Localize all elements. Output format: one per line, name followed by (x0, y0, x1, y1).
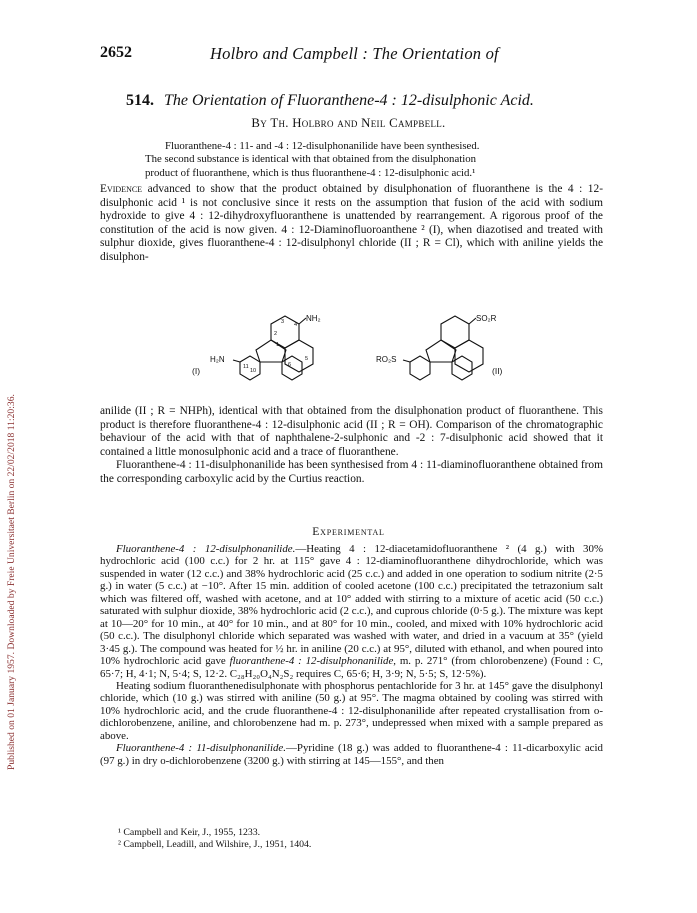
struct2-ro2s-label: RO₂S (376, 355, 397, 364)
abstract-line: The second substance is identical with that obtained from the disulphonation (145, 153, 477, 166)
experimental-text: , m. p. 271° (from chlorobenzene) (Found : C, 65·7; H, 4·1; N, 5·4; S, 12·2. C₂₈H₂₀O₄N₂S₂ requires C, 65·6; H, 3·9; N, 5·5; S, 12·5%). (100, 655, 603, 680)
experimental-paragraph (100, 742, 603, 767)
struct2-label: (II) (492, 366, 503, 376)
intro-lead-word: Evidence (100, 183, 143, 195)
abstract (145, 140, 555, 180)
struct1-num: 4 (294, 322, 298, 328)
struct1-nh2-label: NH₂ (306, 314, 321, 323)
experimental-text: —Heating 4 : 12-diacetamidofluoranthene ² (4 g.) with 30% hydrochloric acid (100 c.c.) for 2 hr. at 115° gave 4 : 12-diaminofluoranthene dihydrochloride, which was suspended in water (12 c.c.) and 38% hydrochloric acid (25 c.c.) and added in one operation to sodium nitrite (2·5 g.) in water (5 c.c.) at −10°. After 15 min. addition of cooled acetone (100 c.c.) precipitated the tetrazonium salt which was filtered off, washed with acetone, and at 10° added with stirring to a mixture of acetic acid (50 c.c.) saturated with sulphur dioxide, 38% hydrochloric acid (2 c.c.), and cuprous chloride (0·5 g.). The mixture was kept at 10—20° for 10 min., at 40° for 10 min., and at 80° for 10 min., cooled, and mixed with 10% hydrochloric acid (50 c.c.). The disulphonyl chloride which separated was washed with water, and dried in a vacuum at 35° (yield 3·45 g.). The compound was heated for ½ hr. in aniline (20 c.c.) at 95°, diluted with ethanol, and when poured into 10% hydrochloric acid gave (100, 543, 604, 668)
experimental-section (100, 543, 603, 767)
footnote: ¹ Campbell and Keir, J., 1955, 1233. (118, 827, 261, 838)
compound-name: fluoranthene-4 : 12-disulphonanilide (229, 655, 394, 668)
struct1-ring-five (256, 340, 286, 362)
experimental-subhead: Fluoranthene-4 : 12-disulphonanilide. (116, 543, 296, 555)
struct1-num: 11 (243, 364, 249, 370)
intro-paragraph (100, 183, 603, 264)
discussion-paragraph: anilide (II ; R = NHPh), identical with that obtained from the disulphonation product of fluoranthene. This product is therefore fluoranthene-4 : 12-disulphonic acid (II ; R = OH). Comparison of the chromatographic behaviour of the acid with that of naphthalene-2-sulphonic and -2 : 7-disulphonic acid showed that it contained a little monosulphonic acid and a trace of fluoranthene. (100, 405, 603, 458)
struct2-ring-left (410, 356, 430, 380)
download-watermark-text: Published on 01 January 1957. Downloaded by Freie Universitaet Berlin on 22/02/2018 11:20:36. (6, 394, 17, 770)
discussion-paragraphs (100, 405, 603, 486)
structures-svg (188, 310, 528, 395)
struct2-ring-mid (455, 340, 483, 372)
struct1-label: (I) (192, 366, 201, 376)
abstract-line: Fluoranthene-4 : 11- and -4 : 12-disulphonanilide have been synthesised. (165, 140, 480, 152)
article-title (126, 92, 626, 110)
article-authors: By Th. Holbro and Neil Campbell. (251, 116, 446, 130)
experimental-heading: Experimental (312, 525, 385, 538)
experimental-paragraph: Heating sodium fluoranthenedisulphonate with phosphorus pentachloride for 3 hr. at 145° gave the disulphonyl chloride, which (10 g.) was stirred with aniline (50 g.) at 95°. The magma obtained by cooling was stirred with 10% hydrochloric acid, and the crude fluoranthene-4 : 12-disulphonanilide after repeated crystallisation from o-dichlorobenzene, aniline, and chlorobenzene had m. p. 273°, undepressed when mixed with a sample prepared as above. (100, 679, 603, 742)
struct1-num: 3 (281, 319, 285, 325)
struct1-h2n-label: H₂N (210, 355, 225, 364)
struct1-num: 6 (288, 362, 292, 368)
footnote: ² Campbell, Leadill, and Wilshire, J., 1951, 1404. (118, 838, 312, 850)
discussion-paragraph: Fluoranthene-4 : 11-disulphonanilide has been synthesised from 4 : 11-diaminofluoranthene obtained from the corresponding carboxylic acid by the Curtius reaction. (100, 459, 603, 485)
struct1-num: 5 (305, 356, 309, 362)
article-title-text: The Orientation of Fluoranthene-4 : 12-disulphonic Acid. (164, 92, 534, 109)
article-number: 514. (126, 92, 154, 109)
struct1-num: 1 (276, 342, 280, 348)
experimental-text: —Pyridine (18 g.) was added to fluoranthene-4 : 11-dicarboxylic acid (97 g.) in dry o-dichlorobenzene (3200 g.) with stirring at 145—155°, and then (100, 742, 603, 767)
abstract-line: product of fluoranthene, which is thus fluoranthene-4 : 12-disulphonic acid.¹ (145, 166, 476, 179)
intro-text: advanced to show that the product obtained by disulphonation of fluoranthene is the 4 : 12-disulphonic acid ¹ is not conclusive since it rests on the assumption that fusion of the acid with sodium hydroxide to give 4 : 12-dihydroxyfluoranthene is unattended by rearrangement. A rigorous proof of the constitution of the acid is now given. 4 : 12-Diaminofluoroanthene ² (I), when diazotised and treated with sulphur dioxide, gives fluoranthene-4 : 12-disulphonyl chloride (II ; R = Cl), which with aniline yields the disulphon- (100, 183, 603, 263)
page-number: 2652 (100, 44, 132, 61)
struct2-so2r-label: SO₂R (476, 314, 497, 323)
experimental-subhead: Fluoranthene-4 : 11-disulphonanilide. (116, 742, 286, 755)
running-title: Holbro and Campbell : The Orientation of (210, 44, 499, 63)
footnotes (118, 827, 598, 850)
struct2-ring-five (426, 340, 456, 362)
page-header (100, 44, 577, 64)
struct1-num: 2 (274, 331, 278, 337)
struct1-num: 10 (250, 368, 257, 374)
chemical-structures-figure (188, 310, 528, 395)
experimental-paragraph (100, 543, 603, 680)
download-watermark (6, 140, 20, 770)
